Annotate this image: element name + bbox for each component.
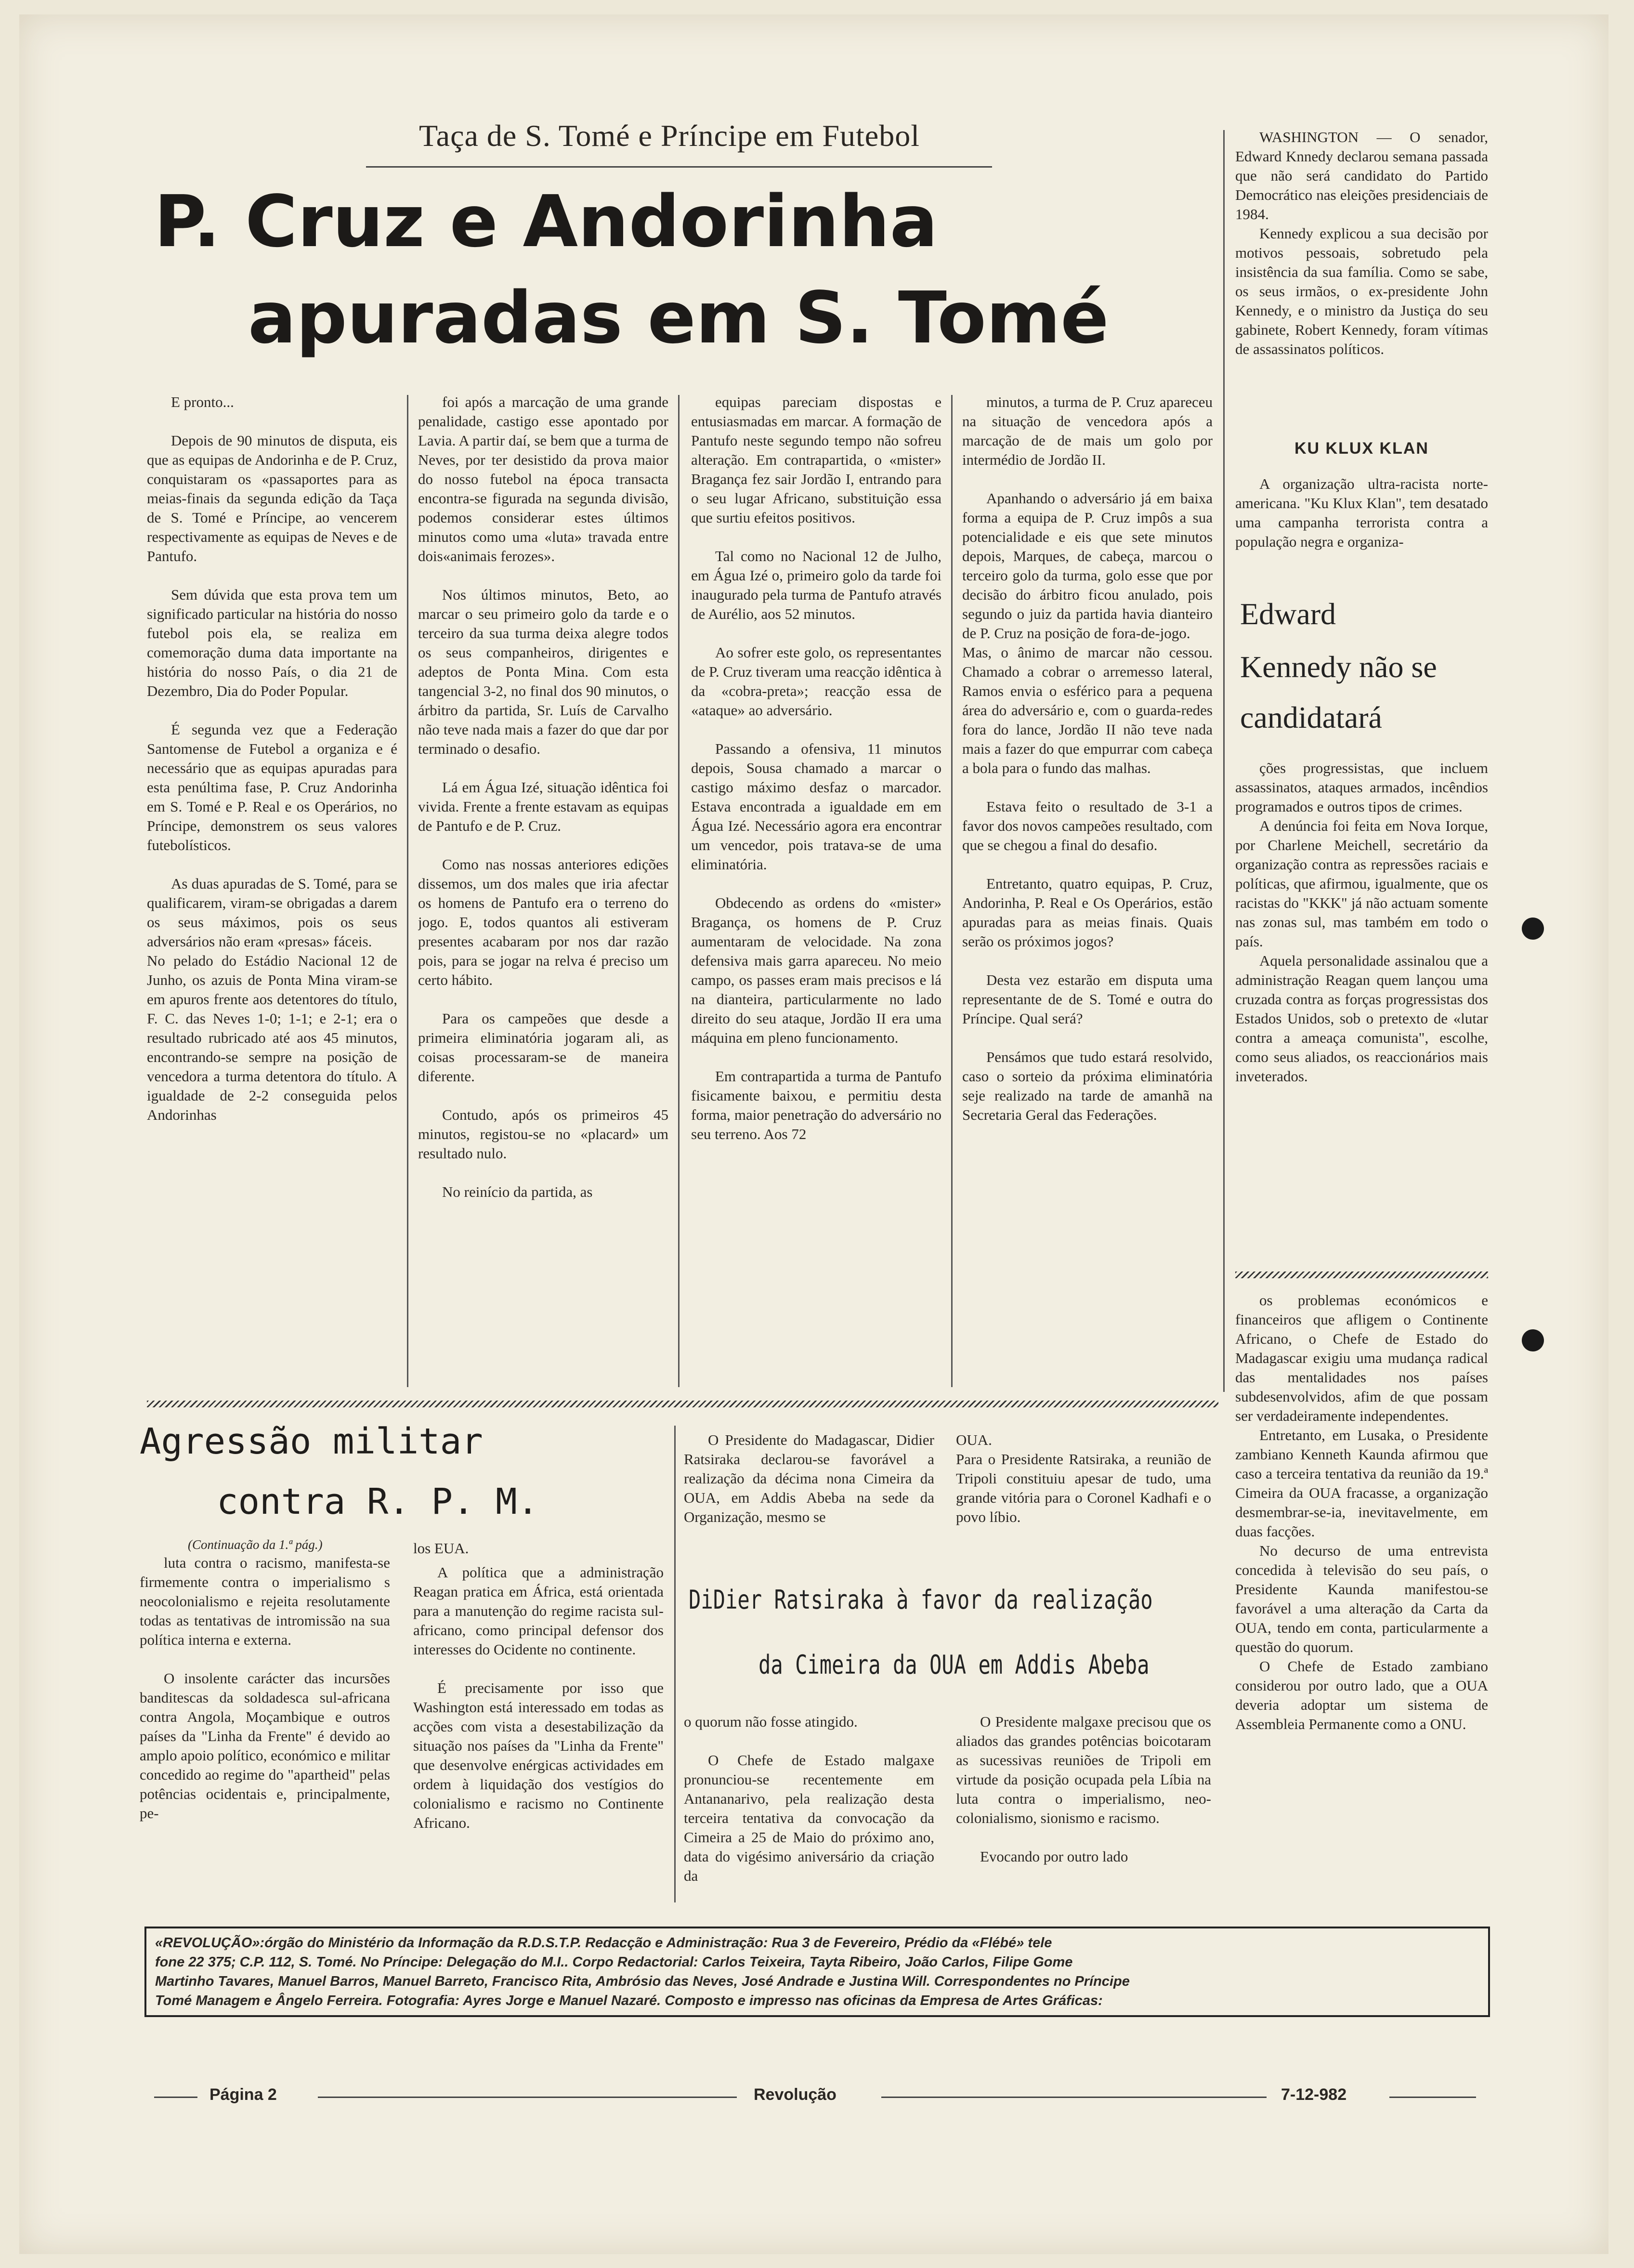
- main-col2-p3: Lá em Água Izé, situação idêntica foi vivida. Frente a frente estavam as equipas de Pantufo e de P. Cruz.: [418, 779, 668, 834]
- footer-rule: [154, 2097, 197, 2098]
- agressao-col1-p2: O insolente carácter das incursões banditescas da soldadesca sul-africana contra Angola, Moçambique e outros países da "Linha da Frente" é devido ao amplo apoio político, económico e militar concedido ao regime do "apartheid" pelas potências ocidentais e, principalmente, pe-: [140, 1670, 390, 1822]
- footer-rule: [1389, 2097, 1476, 2098]
- main-col1-p4: É segunda vez que a Federação Santomense de Futebol a organiza e é necessário que as equipas apuradas para esta penúltima fase, P. Cruz Andorinha em S. Tomé e P. Real e os Operários, no Príncipe, demonstrem os seus valores futebolísticos.: [147, 721, 397, 853]
- main-col3-p5: Obdecendo as ordens do «mister» Bragança, os homens de P. Cruz aumentaram de velocidade. Na zona defensiva mais garra apareceu. No meio campo, os passes eram mais precisos e lá na dianteira, particularmente no lado direito do seu ataque, Jordão II era uma máquina em pleno funcionamento.: [691, 894, 941, 1046]
- agressao-continuation: (Continuação da 1.ª pág.): [188, 1537, 323, 1552]
- didier-bottom-p3: O Presidente malgaxe precisou que os aliados das grandes potências boicotaram as sucessivas reuniões de Tripoli em virtude da posição ocupada pela Líbia na luta contra o imperialismo, neo-colonialismo, sionismo e racismo.: [956, 1713, 1211, 1826]
- main-col4-p4: Entretanto, quatro equipas, P. Cruz, Andorinha, P. Real e Os Operários, estão apuradas para as meias finais. Quais serão os próximos jogos?: [962, 875, 1213, 950]
- main-col4-p5: Desta vez estarão em disputa uma representante de de S. Tomé e outra do Príncipe. Qual será?: [962, 971, 1213, 1027]
- headline-line2: apuradas em S. Tomé: [248, 276, 1109, 359]
- main-col-2: [418, 393, 668, 1390]
- binder-hole: [1522, 918, 1544, 940]
- ku-klux-klan-subhead: KU KLUX KLAN: [1294, 439, 1429, 458]
- main-col2-p6: Contudo, após os primeiros 45 minutos, registou-se no «placard» um resultado nulo.: [418, 1106, 668, 1162]
- main-col4-p3: Estava feito o resultado de 3-1 a favor dos novos campeões resultado, com que se chegou a final do desafio.: [962, 798, 1213, 853]
- main-col1-p2: Depois de 90 minutos de disputa, eis que as equipas de Andorinha e de P. Cruz, conquistaram os «passaportes para as meias-finais da segunda edição da Taça de S. Tomé e Príncipe, ao vencerem respectivamente as equipas de Neves e de Pantufo.: [147, 432, 397, 564]
- main-col2-p5: Para os campeões que desde a primeira eliminatória jogaram ali, as coisas processaram-se de maneira diferente.: [418, 1010, 668, 1085]
- didier-top-col-2: [956, 1430, 1211, 1556]
- kennedy-bottom: [1235, 759, 1488, 1269]
- agressao-title-line2: contra R. P. M.: [217, 1481, 539, 1522]
- main-col2-p2: Nos últimos minutos, Beto, ao marcar o seu primeiro golo da tarde e o terceiro da sua turma deixa alegre todos os seus companheiros, dirigentes e adeptos de Ponta Mina. Com esta tangencial 3-2, no final dos 90 minutos, o árbitro da partida, Sr. Luís de Carvalho não teve nada mais a fazer do que dar por terminado o desafio.: [418, 586, 668, 757]
- masthead-line: Martinho Tavares, Manuel Barros, Manuel Barreto, Francisco Rita, Ambrósio das Neves, José Andrade e Justina Will. Correspondentes no Príncipe: [155, 1974, 1130, 1989]
- kennedy-headline-line2: Kennedy não se: [1240, 650, 1437, 684]
- main-col-4: [962, 393, 1213, 1390]
- didier-bottom-col-2: [956, 1712, 1211, 1905]
- footer-date: 7-12-982: [1281, 2085, 1347, 2104]
- kennedy-klan-p: A organização ultra-racista norte-americana. "Ku Klux Klan", tem desatado uma campanha terrorista contra a população negra e organiza-: [1235, 475, 1488, 550]
- didier-top-col-1: [684, 1430, 934, 1556]
- wavy-divider: [147, 1401, 1218, 1407]
- col-divider: [951, 395, 953, 1387]
- main-col2-p7: No reinício da partida, as: [442, 1183, 593, 1200]
- right-column-border: [1223, 130, 1225, 1392]
- masthead-box: [144, 1927, 1490, 2017]
- didier-top-p1: O Presidente do Madagascar, Didier Ratsiraka declarou-se favorável a realização da décima nona Cimeira da OUA, em Addis Abeba na sede da Organização, mesmo se: [684, 1431, 934, 1525]
- footer-rule: [318, 2097, 737, 2098]
- madagascar-p3: No decurso de uma entrevista concedida à televisão do seu país, o Presidente Kaunda manifestou-se favorável a uma alteração da Carta da OUA, tendo em conta, particularmente a questão do quorum.: [1235, 1542, 1488, 1655]
- main-col1-p3: Sem dúvida que esta prova tem um significado particular na história do nosso futebol pois ela, se realiza em comemoração duma data importante na história do nosso País, o dia 21 de Dezembro, Dia do Poder Popular.: [147, 586, 397, 699]
- didier-bottom-p4: Evocando por outro lado: [980, 1848, 1128, 1865]
- main-col1-p5: As duas apuradas de S. Tomé, para se qualificarem, viram-se obrigadas a darem os seus máximos, pois os seus adversários não eram «presas» fáceis. No pelado do Estádio Nacional 12 de Junho, os azuis de Ponta Mina viram-se em apuros frente aos detentores do título, F. C. das Neves 1-0; 1-1; e 2-1; era o resultado rubricado até aos 45 minutos, encontrando-se sempre na posição de vencedora a turma detentora do título. A igualdade de 2-2 conseguida pelos Andorinhas: [147, 875, 397, 1123]
- main-col3-p2: Tal como no Nacional 12 de Julho, em Água Izé o, primeiro golo da tarde foi inaugurado pela turma de Pantufo através de Aurélio, aos 52 minutos.: [691, 548, 941, 622]
- madagascar-p2: Entretanto, em Lusaka, o Presidente zambiano Kenneth Kaunda afirmou que caso a terceira tentativa da reunião da 19.ª Cimeira da OUA fracasse, a organização desmembrar-se-ia, inevitavelmente, em duas facções.: [1235, 1427, 1488, 1540]
- kennedy-headline-line1: Edward: [1240, 597, 1336, 631]
- main-col2-p1: foi após a marcação de uma grande penalidade, castigo esse apontado por Lavia. A partir daí, se bem que a turma de Neves, por ter desistido da prova maior do nosso futebol na época transacta encontra-se figurada na segunda divisão, podemos considerar estes últimos minutos como uma «luta» travada entre dois«animais ferozes».: [418, 393, 668, 564]
- footer-page-number: Página 2: [209, 2085, 277, 2104]
- kicker: Taça de S. Tomé e Príncipe em Futebol: [419, 118, 920, 153]
- footer-newspaper-name: Revolução: [754, 2085, 837, 2104]
- masthead-line: Tomé Managem e Ângelo Ferreira. Fotografia: Ayres Jorge e Manuel Nazaré. Composto e impresso nas oficinas da Empresa de Artes Gráficas:: [155, 1993, 1103, 2008]
- madagascar-cont: [1235, 1291, 1488, 1902]
- headline-line1: P. Cruz e Andorinha: [154, 180, 938, 263]
- kennedy-klan: [1235, 474, 1488, 580]
- main-col3-p1: equipas pareciam dispostas e entusiasmadas em marcar. A formação de Pantufo neste segundo tempo não sofreu alteração. Em contrapartida, o «mister» Bragança fez sair Jordão I, entrando para o seu lugar Africano, substituição essa que surtiu efeitos positivos.: [691, 393, 941, 526]
- madagascar-p1: os problemas económicos e financeiros que afligem o Continente Africano, o Chefe de Estado do Madagascar exigiu uma mudança radical das mentalidades nos países subdesenvolvidos, afim de que possam ser verdadeiramente independentes.: [1235, 1292, 1488, 1424]
- main-col-1: [147, 393, 397, 1390]
- main-col2-p4: Como nas nossas anteriores edições dissemos, um dos males que iria afectar os homens de Pantufo era o terreno do jogo. E, todos quantos ali estiveram presentes acabaram por nos dar razão pois, para se jogar na relva é preciso um certo hábito.: [418, 856, 668, 988]
- didier-headline-line1: DiDier Ratsiraka à favor da realização: [689, 1585, 1153, 1615]
- footer-rule: [881, 2097, 1267, 2098]
- kennedy-p1: WASHINGTON — O senador, Edward Knnedy declarou semana passada que não será candidato do Partido Democrático nas eleições presidenciais de 1984.: [1235, 129, 1488, 223]
- kennedy-bottom-p3: Aquela personalidade assinalou que a administração Reagan quem lançou uma cruzada contra as forças progressistas dos Estados Unidos, sob o pretexto de «lutar contra a ameaça comunista", escolhe, como seus aliados, os reaccionários mais inveterados.: [1235, 952, 1488, 1085]
- kennedy-bottom-p2: A denúncia foi feita em Nova Iorque, por Charlene Meichell, secretário da organização contra as repressões raciais e políticas, que afirmou, igualmente, que os racistas do "KKK" já não actuam somente nas zonas sul, mas também em todo o país.: [1235, 817, 1488, 950]
- kennedy-headline-line3: candidatará: [1240, 700, 1382, 734]
- binder-hole: [1522, 1329, 1544, 1351]
- agressao-col1-p1: luta contra o racismo, manifesta-se firmemente contra o imperialismo s neocolonialismo e rejeita resolutamente todas as tentativas de intromissão na sua política interna e externa.: [140, 1554, 390, 1648]
- kicker-underline: [366, 166, 992, 168]
- agressao-col2-p2: A política que a administração Reagan pratica em África, está orientada para a manutenção do regime racista sul-africano, como principal defensor dos interesses do Ocidente no continente.: [413, 1564, 664, 1658]
- kennedy-p2: Kennedy explicou a sua decisão por motivos pessoais, sobretudo pela insistência da sua família. Como se sabe, os seus irmãos, o ex-presidente John Kennedy, e o ministro da Justiça do seu gabinete, Robert Kennedy, foram vítimas de assassinatos políticos.: [1235, 225, 1488, 357]
- main-col4-p2: Apanhando o adversário já em baixa forma a equipa de P. Cruz impôs a sua potencialidade e eis que sete minutos depois, Marques, de cabeça, marcou o terceiro golo da turma, golo esse que por decisão do árbitro ficou anulado, pois segundo o juiz da partida havia dianteiro de P. Cruz na posição de fora-de-jogo. Mas, o ânimo de marcar não cessou. Chamado a cobrar o arremesso lateral, Ramos envia o esférico para a pequena área do adversário e, com o guarda-redes fora do lance, Jordão II não teve nada mais a fazer do que empurrar com cabeça a bola para o fundo das malhas.: [962, 490, 1213, 776]
- main-col4-p1: minutos, a turma de P. Cruz apareceu na situação de vencedora após a marcação de de mais um golo por intermédio de Jordão II.: [962, 393, 1213, 468]
- col-divider: [407, 395, 408, 1387]
- didier-headline-line2: da Cimeira da OUA em Addis Abeba: [758, 1650, 1150, 1680]
- main-col3-p4: Passando a ofensiva, 11 minutos depois, Sousa chamado a marcar o castigo máximo desfaz o marcador. Estava encontrada a igualdade em em Água Izé. Necessário agora era encontrar um vencedor, pois tratava-se de uma eliminatória.: [691, 740, 941, 873]
- col-divider: [674, 1426, 676, 1902]
- didier-bottom-p2: O Chefe de Estado malgaxe pronunciou-se recentemente em Antananarivo, pela realização desta terceira tentativa da convocação da Cimeira a 25 de Maio do próximo ano, data do vigésimo aniversário da criação da: [684, 1752, 934, 1884]
- main-col-3: [691, 393, 941, 1390]
- masthead-line: «REVOLUÇÃO»:órgão do Ministério da Informação da R.D.S.T.P. Redacção e Administração: Rua 3 de Fevereiro, Prédio da «Flébé» tele: [155, 1935, 1052, 1951]
- agressao-col2-p1: los EUA.: [413, 1540, 469, 1557]
- agressao-col-1: [140, 1553, 390, 1905]
- main-col3-p6: Em contrapartida a turma de Pantufo fisicamente baixou, e permitiu desta forma, maior penetração do adversário no seu terreno. Aos 72: [691, 1068, 941, 1142]
- main-col3-p3: Ao sofrer este golo, os representantes de P. Cruz tiveram uma reacção idêntica à da «cobra-preta»; reacção essa de «ataque» ao adversário.: [691, 644, 941, 719]
- agressao-title-line1: Agressão militar: [140, 1421, 483, 1462]
- didier-top-p2: OUA. Para o Presidente Ratsiraka, a reunião de Tripoli constituiu apesar de tudo, uma grande vitória para o Coronel Kadhafi e o povo líbio.: [956, 1431, 1211, 1525]
- agressao-col-2: [413, 1539, 664, 1905]
- didier-bottom-p1: o quorum não fosse atingido.: [684, 1713, 858, 1730]
- masthead-line: fone 22 375; C.P. 112, S. Tomé. No Príncipe: Delegação do M.I.. Corpo Redactorial: Carlos Teixeira, Tayta Ribeiro, João Carlos, Filipe Gome: [155, 1954, 1073, 1970]
- main-col4-p6: Pensámos que tudo estará resolvido, caso o sorteio da próxima eliminatória seje realizado na tarde de amanhã na Secretaria Geral das Federações.: [962, 1049, 1213, 1123]
- agressao-col2-p3: É precisamente por isso que Washington está interessado em todas as acções com vista a desestabilização da situação nos países da "Linha da Frente" que desenvolve enérgicas actividades em ordem à liquidação dos vestígios do colonialismo e racismo no Continente Africano.: [413, 1679, 664, 1831]
- kennedy-top: [1235, 128, 1488, 417]
- col-divider: [678, 395, 680, 1387]
- didier-bottom-col-1: [684, 1712, 934, 1905]
- madagascar-p4: O Chefe de Estado zambiano considerou por outro lado, que a OUA deveria adoptar um sistema de Assembleia Permanente como a ONU.: [1235, 1658, 1488, 1732]
- kennedy-bottom-p1: ções progressistas, que incluem assassinatos, ataques armados, incêndios programados e outros tipos de crimes.: [1235, 760, 1488, 815]
- wavy-divider: [1235, 1272, 1488, 1278]
- main-col1-p1: E pronto...: [171, 393, 234, 410]
